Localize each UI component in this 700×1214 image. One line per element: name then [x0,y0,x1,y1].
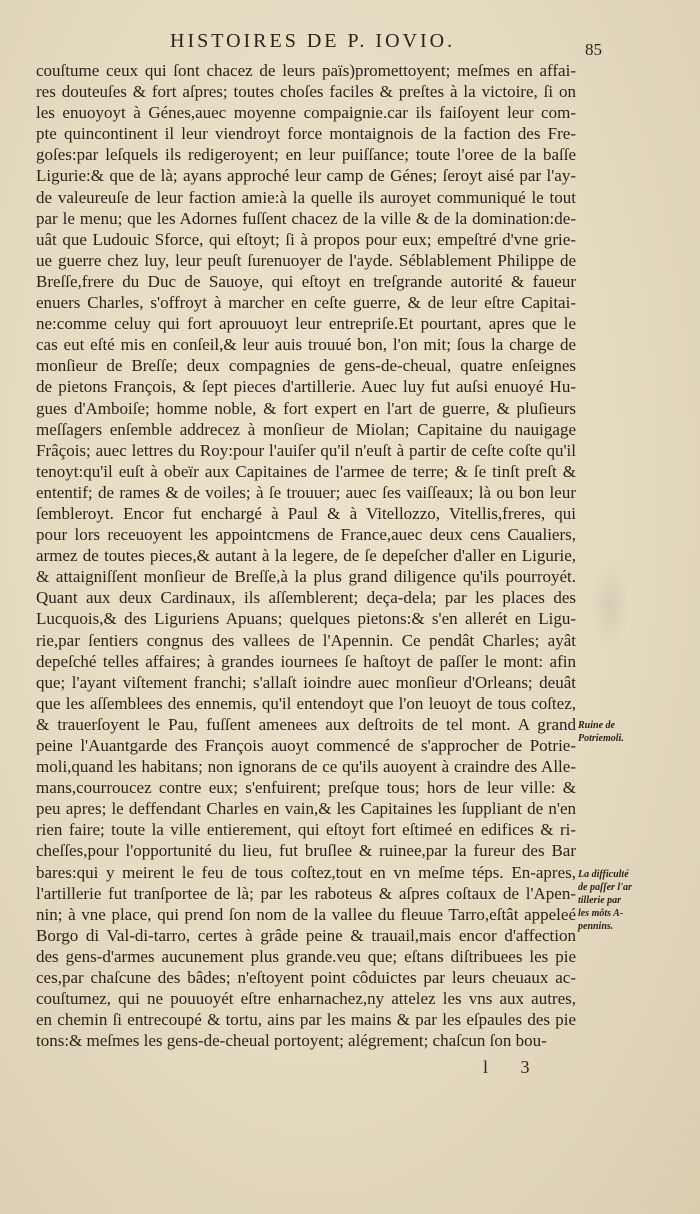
text-line: en chemin ſi entrecoupé & tortu, ains par les mains & par les eſpaules des pie [36,1010,576,1030]
text-line: armez de toutes pieces,& autant à la legere, de ſe depeſcher d'aller en Ligurie, [36,546,576,566]
text-line: Borgo di Val-di-tarro, certes à grâde peine & trauail,mais encor d'affection [36,925,576,945]
text-line: peine l'Auantgarde des François auoyt commencé de s'approcher de Potrie- [36,736,576,755]
text-line: Lucquois,& des Liguriens Apuans; quelques pietons:& s'en allerét en Ligu- [36,609,576,629]
marginal-line: La difficulté [578,869,629,880]
text-line: res douteuſes & fort aſpres; toutes choſes faciles & preſtes à la victoire, ſi on [36,82,576,102]
marginal-line: tillerie par [578,895,622,906]
text-line: ces,par chaſcune des bâdes; n'eſtoyent point côduictes par leurs cheuaux ac- [36,968,576,988]
text-line: Ligurie:& que de là; ayans approché leur camp de Génes; ſeroyt aisé par l'ay- [36,166,576,186]
text-line: de pietons François, & ſept pieces d'artillerie. Auec luy fut auſsi enuoyé Hu- [36,377,576,397]
text-line: Frâçois; auec lettres du Roy:pour l'auiſer qu'il n'euſt à partir de ceſte coſte qu'il [36,440,576,460]
text-line: ententif; de rames & de voiles; à ſe trouuer; auec ſes vaiſſeaux; là ou bon leur [36,482,576,502]
text-line: ue guerre chez luy, leur peuſt ſurenuoyer de l'ayde. Séblablement Philippe de [36,250,576,270]
text-line: tons:& meſmes les gens-de-cheual portoyent; alégrement; chaſcun ſon bou- [36,1031,547,1051]
text-line: couſtumez, qui ne pouuoyét eſtre enharnachez,ny attelez les vns aux autres, [36,989,576,1009]
text-line: enuers Charles, s'offroyt à marcher en ceſte guerre, & de leur eſtre Capitai- [36,293,576,313]
text-line: tenoyt:qu'il euſt à obeïr aux Capitaines de l'armee de terre; & ſe tinſt preſt & [36,461,576,481]
signature-mark: l 3 [483,1057,544,1077]
marginal-line: Ruine de [578,720,615,731]
text-line: pour lors receuoyent les appointcmens de France,auec deux cens Caualiers, [36,525,576,545]
text-line: que les aſſemblees des ennemis, qu'il entendoyt que l'on leuoyt de tous coſtez, [36,693,576,713]
text-line: cas eut eſté mis en conſeil,& leur auis trouué bon, l'on mit; ſous la charge de [36,335,576,355]
text-line: par le menu; que les Adornes fuſſent chacez de la ville & de la domination:de- [36,208,576,228]
text-line: nin; à vne place, qui prend ſon nom de la vallee du fleuue Tarro,eſtât appeleé [36,904,576,924]
text-line: meſſagers enſemble addrecez à monſieur de Miolan; Capitaine du nauigage [36,419,576,439]
text-line: Quant aux deux Cardinaux, ils aſſemblerent; deça-dela; par les places des [36,588,576,608]
text-line: cheſſes,pour l'opportunité du lieu, fut bruſlee & ruinee,par la fureur des Bar [36,841,576,861]
text-line: les enuoyoyt à Génes,auec moyenne compaignie.car ils faiſoyent leur com- [36,103,576,123]
paper-stain [590,560,630,650]
marginal-line: de paſſer l'ar [578,882,632,893]
body-text [36,60,576,1051]
text-line: peu apres; le deffendant Charles en vain,& les Capitaines les ſuppliant de n'en [36,799,576,819]
text-line: Breſſe,frere du Duc de Sauoye, qui eſtoyt en treſgrande autorité & faueur [36,271,576,291]
text-line: & trauerſoyent le Pau, fuſſent amenees aux deſtroits de tel mont. A grand [36,714,576,734]
text-line: rien faire; toute la ville entierement, qui eſtoyt fort eſtimeé en edifices & ri- [36,820,576,840]
text-line: depeſché telles affaires; à grandes iournees ſe haſtoyt de paſſer le mont: afin [36,651,576,671]
text-line: moli,quand les habitans; non ignorans de ce qu'ils auoyent à craindre des Alle- [36,757,576,777]
text-line: des gens-d'armes aucunement plus grande.veu que; eſtans diſtribuees les pie [36,946,576,966]
text-line: l'artillerie fut tranſportee de là; par les raboteus & aſpres coſtaux de l'Apen- [36,883,576,903]
marginal-note-ruine [578,719,648,745]
text-line: de valeureuſe de leur faction amie:à la quelle ils auroyet communiqué le tout [36,187,576,207]
text-line: ne:comme celuy qui fort aprouuoyt leur entrepriſe.Et pourtant, apres que le [36,314,576,334]
marginal-line: Potriemoli. [578,733,624,744]
text-line: ſembleroyt. Encor fut enchargé à Paul & à Vitellozzo, Vitellis,freres, qui [36,503,576,523]
text-line: goſes:par leſquels ils redigeroyent; en leur puiſſance; toute l'oree de la baſſe [36,145,576,165]
page-number: 85 [585,40,602,59]
marginal-line: pennins. [578,921,614,932]
text-line: bares:qui y meirent le feu de tous coſtez,tout en vn meſme téps. En-apres, [36,862,576,882]
text-line: mans,courroucez contre eux; s'enfuirent; preſque tous; hors de leur ville: & [36,778,576,798]
text-line: & attaigniſſent monſieur de Breſſe,à la plus grand diligence qu'ils pourroyét. [36,567,576,587]
text-line: couſtume ceux qui ſont chacez de leurs païs)promettoyent; meſmes en affai- [36,61,576,80]
marginal-line: les môts A- [578,908,624,919]
marginal-note-difficulte [578,868,648,933]
text-line: monſieur de Breſſe; deux compagnies de gens-de-cheual, quatre enſeignes [36,356,576,376]
text-line: que; l'ayant viſtement franchi; s'allaſt ioindre auec monſieur d'Orleans; deuât [36,672,576,692]
text-line: uât que Ludouic Sforce, qui eſtoyt; ſi à propos pour eux; empeſtré d'vne grie- [36,229,576,249]
text-line: pte quincontinent il leur viendroyt force montaignois de la faction des Fre- [36,124,576,144]
text-line: rie,par ſentiers congnus des vallees de l'Apennin. Ce pendât Charles; ayât [36,630,576,650]
running-title: HISTOIRES DE P. IOVIO. [170,30,456,52]
text-line: gues d'Amboiſe; homme noble, & fort expert en l'art de guerre, & pluſieurs [36,398,576,418]
